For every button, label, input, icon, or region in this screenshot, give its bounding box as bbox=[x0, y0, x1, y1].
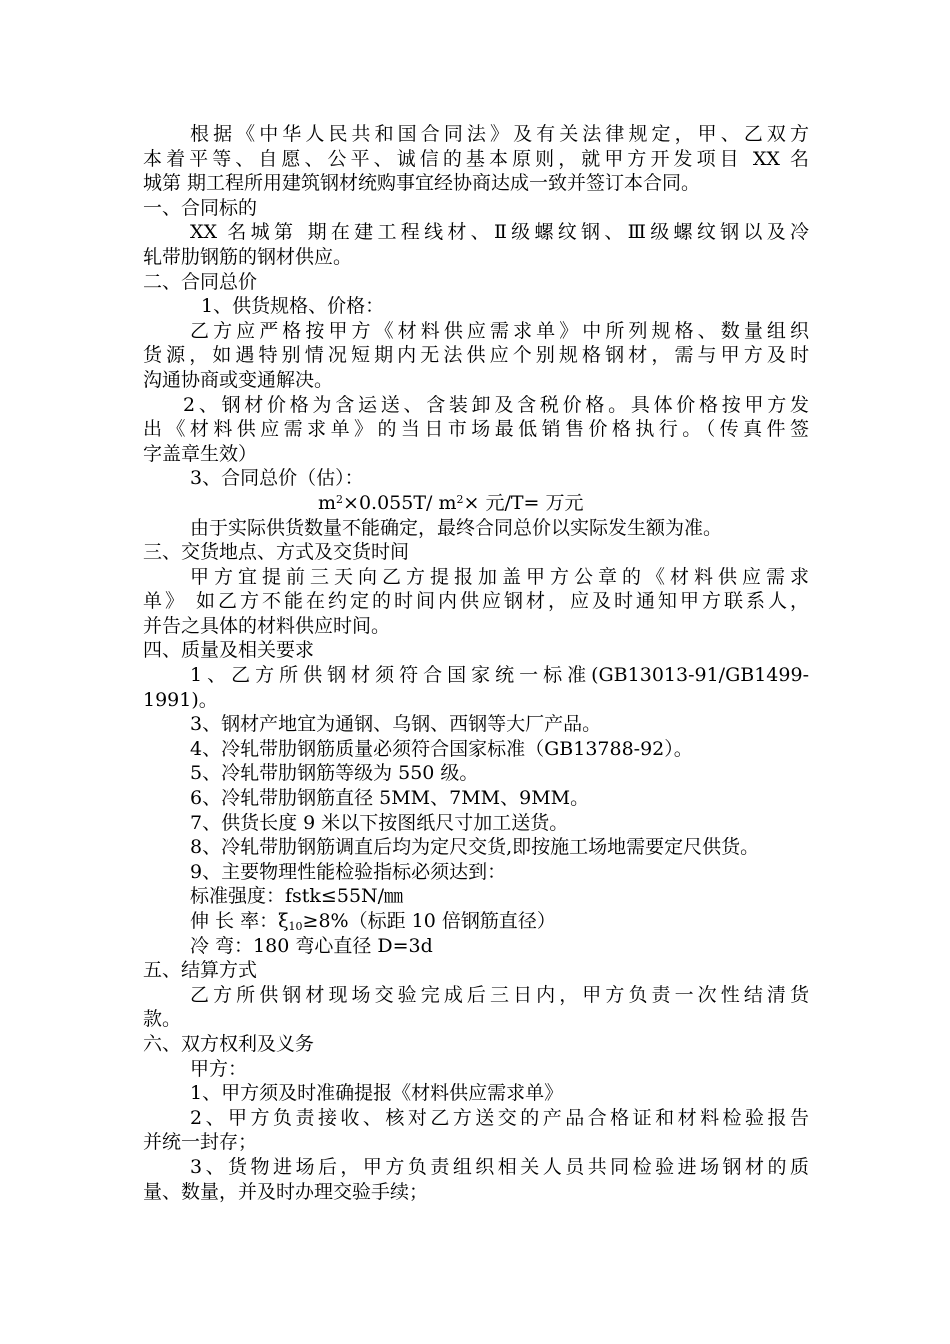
section-2-item-1: 1、供货规格、价格： bbox=[201, 295, 385, 318]
section-3-line-3: 并告之具体的材料供应时间。 bbox=[143, 614, 391, 637]
section-6-item-2-line-2: 并统一封存； bbox=[143, 1131, 258, 1154]
spec-strength: 标准强度：fstk≤55N/㎜ bbox=[190, 885, 404, 908]
section-4-item-1-line-1: 1、乙方所供钢材须符合国家统一标准(GB13013-91/GB1499- bbox=[190, 664, 809, 687]
section-6-item-1: 1、甲方须及时准确提报《材料供应需求单》 bbox=[190, 1082, 564, 1105]
price-formula bbox=[143, 491, 809, 516]
spec-elongation-value: ≥8%（标距 10 倍钢筋直径） bbox=[302, 910, 556, 932]
section-3-heading: 三、交货地点、方式及交货时间 bbox=[143, 541, 410, 564]
section-3-line-2: 单》 如乙方不能在约定的时间内供应钢材，应及时通知甲方联系人， bbox=[143, 590, 809, 613]
section-4-item-8: 8、冷轧带肋钢筋调直后均为定尺交货,即按施工场地需要定尺供货。 bbox=[190, 836, 760, 859]
formula-tail: × 元/T= 万元 bbox=[463, 491, 584, 514]
section-4-item-4: 4、冷轧带肋钢筋质量必须符合国家标准（GB13788-92）。 bbox=[190, 737, 693, 760]
section-3-line-1: 甲方宜提前三天向乙方提报加盖甲方公章的《材料供应需求 bbox=[190, 565, 809, 588]
section-5-heading: 五、结算方式 bbox=[143, 959, 258, 982]
section-2-note: 由于实际供货数量不能确定，最终合同总价以实际发生额为准。 bbox=[190, 516, 723, 539]
section-6-item-3-line-1: 3、货物进场后，甲方负责组织相关人员共同检验进场钢材的质 bbox=[190, 1155, 809, 1178]
section-1-line-1: XX 名城第 期在建工程线材、Ⅱ级螺纹钢、Ⅲ级螺纹钢以及冷 bbox=[190, 221, 809, 244]
intro-line-1: 根据《中华人民共和国合同法》及有关法律规定，甲、乙双方 bbox=[190, 123, 809, 145]
section-2-item-1-line-1: 乙方应严格按甲方《材料供应需求单》中所列规格、数量组织 bbox=[190, 319, 809, 342]
contract-page bbox=[143, 122, 809, 1204]
section-2-item-2-line-3: 字盖章生效） bbox=[143, 442, 258, 465]
spec-bend: 冷 弯：180 弯心直径 D=3d bbox=[190, 934, 433, 957]
section-2-item-1-line-2: 货源，如遇特别情况短期内无法供应个别规格钢材，需与甲方及时 bbox=[143, 344, 809, 367]
section-2-item-1-line-3: 沟通协商或变通解决。 bbox=[143, 368, 334, 391]
section-4-heading: 四、质量及相关要求 bbox=[143, 639, 315, 662]
section-6-item-2-line-1: 2、甲方负责接收、核对乙方送交的产品合格证和材料检验报告 bbox=[190, 1106, 809, 1129]
formula-m: m bbox=[318, 491, 337, 514]
intro-line-2: 本着平等、自愿、公平、诚信的基本原则，就甲方开发项目 XX 名 bbox=[143, 147, 809, 170]
section-1-line-2: 轧带肋钢筋的钢材供应。 bbox=[143, 245, 353, 268]
section-5-line-2: 款。 bbox=[143, 1008, 182, 1031]
section-1-heading: 一、合同标的 bbox=[143, 196, 258, 219]
section-2-item-2-line-1: 2、钢材价格为含运送、含装卸及含税价格。具体价格按甲方发 bbox=[183, 393, 809, 416]
section-4-item-9: 9、主要物理性能检验指标必须达到： bbox=[190, 860, 507, 883]
section-4-item-1-line-2: 1991)。 bbox=[143, 688, 218, 711]
spec-elongation-sub: 10 bbox=[288, 920, 303, 933]
intro-line-3: 城第 期工程所用建筑钢材统购事宜经协商达成一致并签订本合同。 bbox=[143, 172, 701, 195]
section-4-item-3: 3、钢材产地宜为通钢、乌钢、西钢等大厂产品。 bbox=[190, 713, 602, 736]
section-4-item-6: 6、冷轧带肋钢筋直径 5MM、7MM、9MM。 bbox=[190, 787, 590, 810]
spec-elongation bbox=[143, 909, 809, 934]
section-6-item-3-line-2: 量、数量，并及时办理交验手续； bbox=[143, 1180, 429, 1203]
section-4-item-5: 5、冷轧带肋钢筋等级为 550 级。 bbox=[190, 762, 479, 785]
section-2-heading: 二、合同总价 bbox=[143, 270, 258, 293]
formula-sup-2: 2 bbox=[456, 492, 464, 506]
section-2-item-3: 3、合同总价（估）： bbox=[190, 467, 364, 490]
formula-mid: ×0.055T/ m bbox=[343, 491, 457, 514]
section-4-item-7: 7、供货长度 9 米以下按图纸尺寸加工送货。 bbox=[190, 811, 569, 834]
section-2-item-2-line-2: 出《材料供应需求单》的当日市场最低销售价格执行。（传真件签 bbox=[143, 418, 809, 441]
formula-sup-1: 2 bbox=[336, 492, 344, 506]
spec-elongation-label: 伸 长 率：ξ bbox=[190, 910, 289, 932]
section-6-party-a: 甲方： bbox=[190, 1057, 248, 1080]
section-5-line-1: 乙方所供钢材现场交验完成后三日内，甲方负责一次性结清货 bbox=[190, 983, 809, 1006]
section-6-heading: 六、双方权利及义务 bbox=[143, 1032, 315, 1055]
